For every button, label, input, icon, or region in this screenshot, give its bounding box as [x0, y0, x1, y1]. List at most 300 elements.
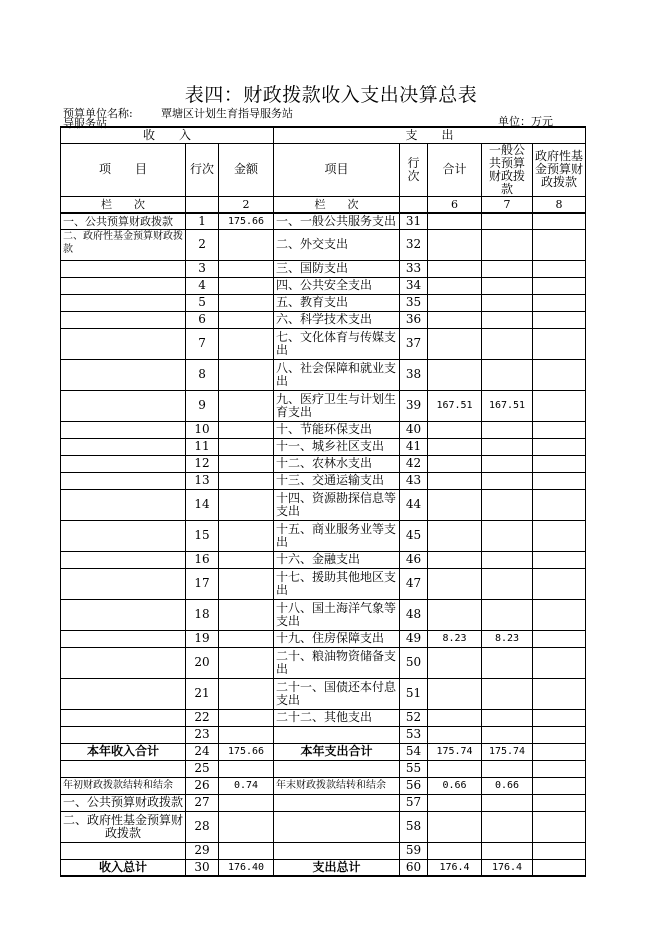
income-hangci-cell-text: 5 [198, 295, 206, 309]
expense-hangci-cell [400, 842, 428, 859]
income-amount-cell [219, 260, 274, 277]
income-amount-cell [219, 794, 274, 811]
total-cell [428, 794, 482, 811]
total-cell [428, 277, 482, 294]
expense-hangci-cell-text: 53 [405, 727, 422, 741]
expense-hangci-cell-text: 35 [405, 295, 422, 309]
fiscal-summary-table [60, 126, 586, 877]
general-budget-cell-text: 167.51 [488, 400, 526, 411]
general-budget-cell [482, 842, 533, 859]
income-hangci-header: 行次 [186, 143, 219, 196]
expense-item-cell [274, 421, 400, 438]
gov-fund-cell [533, 472, 586, 489]
income-amount-cell-text: 176.40 [227, 861, 265, 873]
general-budget-cell [482, 520, 533, 551]
expense-hangci-cell-text: 56 [405, 778, 422, 792]
income-item-cell [61, 568, 186, 599]
expense-hangci-cell-text: 48 [405, 607, 422, 621]
income-amount-cell-text: 175.66 [227, 215, 265, 227]
expense-hangci-cell-text: 36 [405, 312, 422, 326]
table-row [61, 760, 586, 777]
income-hangci-cell [186, 277, 219, 294]
currency-unit: 单位：万元 [498, 115, 553, 128]
expense-item-cell [274, 260, 400, 277]
income-hangci-cell-text: 26 [194, 778, 210, 792]
expense-hangci-cell [400, 294, 428, 311]
income-item-cell [61, 260, 186, 277]
gov-fund-cell [533, 455, 586, 472]
general-budget-cell [482, 630, 533, 647]
income-amount-header: 金额 [219, 143, 274, 196]
total-cell [428, 678, 482, 709]
general-budget-cell-text: 176.4 [491, 861, 523, 873]
expense-item-cell [274, 743, 400, 760]
expense-item-cell [274, 390, 400, 421]
income-amount-cell [219, 213, 274, 229]
general-budget-cell [482, 489, 533, 520]
expense-item-cell-text: 九、医疗卫生与计划生育支出 [276, 391, 397, 419]
income-item-cell [61, 438, 186, 455]
income-item-cell [61, 760, 186, 777]
expense-item-cell [274, 277, 400, 294]
gov-fund-cell [533, 599, 586, 630]
col-number-6: 6 [428, 196, 482, 213]
general-budget-cell [482, 472, 533, 489]
total-cell [428, 472, 482, 489]
income-amount-cell [219, 229, 274, 260]
table-row [61, 811, 586, 842]
gov-fund-cell [533, 760, 586, 777]
income-hangci-cell-text: 30 [194, 859, 210, 874]
income-hangci-cell [186, 599, 219, 630]
header-row-columns [61, 143, 586, 196]
expense-hangci-cell [400, 229, 428, 260]
income-hangci-cell [186, 743, 219, 760]
income-section-header: 收 入 [61, 127, 274, 143]
expense-hangci-cell-text: 33 [405, 261, 422, 275]
income-hangci-cell [186, 842, 219, 859]
gov-fund-cell [533, 328, 586, 359]
income-hangci-cell [186, 568, 219, 599]
income-item-cell [61, 213, 186, 229]
total-cell [428, 294, 482, 311]
income-item-cell [61, 630, 186, 647]
expense-hangci-cell [400, 328, 428, 359]
general-budget-cell [482, 438, 533, 455]
income-item-cell [61, 709, 186, 726]
general-budget-cell-text: 8.23 [494, 633, 520, 644]
income-item-cell [61, 489, 186, 520]
expense-hangci-cell-text: 39 [405, 398, 422, 412]
table-row [61, 630, 586, 647]
income-item-cell [61, 390, 186, 421]
income-item-cell-text: 一、公共预算财政拨款 [63, 795, 184, 809]
table-row [61, 794, 586, 811]
total-cell [428, 328, 482, 359]
total-cell [428, 520, 482, 551]
income-hangci-cell-text: 13 [194, 473, 210, 487]
income-amount-cell [219, 760, 274, 777]
header-row-sections [61, 127, 586, 143]
general-budget-cell [482, 390, 533, 421]
income-amount-cell [219, 709, 274, 726]
table-row [61, 599, 586, 630]
expense-item-cell [274, 472, 400, 489]
expense-item-cell [274, 678, 400, 709]
income-hangci-cell-text: 19 [194, 631, 210, 645]
table-row [61, 390, 586, 421]
income-hangci-cell-text: 12 [194, 456, 210, 470]
income-item-cell [61, 743, 186, 760]
expense-hangci-cell [400, 551, 428, 568]
expense-item-cell-text: 六、科学技术支出 [276, 312, 373, 326]
table-row [61, 726, 586, 743]
table-row [61, 859, 586, 876]
income-amount-cell [219, 811, 274, 842]
expense-hangci-cell-text: 46 [405, 552, 422, 566]
expense-hangci-cell [400, 390, 428, 421]
income-item-cell [61, 678, 186, 709]
general-budget-cell [482, 726, 533, 743]
expense-hangci-cell [400, 568, 428, 599]
gov-fund-cell [533, 647, 586, 678]
expense-item-cell [274, 777, 400, 794]
total-cell [428, 726, 482, 743]
total-cell [428, 359, 482, 390]
income-hangci-cell-text: 17 [194, 576, 210, 590]
income-hangci-cell [186, 794, 219, 811]
unit-label: 预算单位名称: [63, 107, 133, 120]
expense-hangci-header: 行次 [400, 143, 428, 196]
income-item-cell [61, 726, 186, 743]
income-hangci-cell-text: 3 [198, 261, 206, 275]
total-cell [428, 489, 482, 520]
expense-item-cell [274, 551, 400, 568]
income-item-cell-text: 一、公共预算财政拨款 [63, 214, 173, 228]
total-cell [428, 229, 482, 260]
income-item-cell [61, 311, 186, 328]
table-row [61, 229, 586, 260]
total-cell-text: 176.4 [439, 861, 470, 873]
income-item-cell-text: 年初财政拨款结转和结余 [63, 780, 173, 791]
expense-hangci-cell-text: 40 [405, 422, 422, 436]
total-cell [428, 859, 482, 876]
income-hangci-cell [186, 455, 219, 472]
expense-item-cell-text: 五、教育支出 [276, 295, 349, 309]
general-budget-cell [482, 213, 533, 229]
income-hangci-cell [186, 260, 219, 277]
income-amount-cell [219, 520, 274, 551]
expense-hangci-cell-text: 44 [405, 497, 422, 511]
income-item-cell [61, 359, 186, 390]
expense-item-cell-text: 十七、援助其他地区支出 [276, 569, 397, 597]
total-cell [428, 630, 482, 647]
income-hangci-cell [186, 472, 219, 489]
income-item-cell [61, 599, 186, 630]
expense-item-cell-text: 二、外交支出 [276, 237, 349, 251]
income-hangci-cell [186, 630, 219, 647]
income-item-cell-text: 二、政府性基金预算财政拨款 [63, 812, 184, 840]
table-row [61, 551, 586, 568]
expense-hangci-cell-text: 54 [405, 744, 422, 758]
income-hangci-cell-text: 20 [194, 655, 210, 669]
table-row [61, 777, 586, 794]
table-row [61, 359, 586, 390]
income-hangci-cell [186, 229, 219, 260]
income-amount-cell [219, 842, 274, 859]
gov-fund-cell [533, 709, 586, 726]
table-row [61, 213, 586, 229]
expense-item-cell-text: 十四、资源勘探信息等支出 [276, 490, 397, 518]
expense-hangci-cell [400, 760, 428, 777]
income-amount-cell [219, 630, 274, 647]
expense-item-cell [274, 568, 400, 599]
total-cell [428, 811, 482, 842]
income-item-cell-text: 二、政府性基金预算财政拨款 [63, 230, 183, 255]
lanci-label: 栏 次 [61, 196, 186, 213]
income-amount-cell [219, 726, 274, 743]
gov-fund-cell [533, 568, 586, 599]
expense-hangci-cell-text: 38 [405, 367, 422, 381]
income-hangci-cell-text: 10 [194, 422, 210, 436]
income-hangci-cell-text: 1 [198, 213, 206, 228]
general-budget-cell [482, 359, 533, 390]
expense-hangci-cell [400, 359, 428, 390]
income-hangci-cell [186, 390, 219, 421]
income-amount-cell [219, 678, 274, 709]
table-row [61, 489, 586, 520]
expense-item-cell [274, 489, 400, 520]
income-item-cell-text: 收入总计 [99, 859, 148, 874]
total-cell-text: 175.74 [436, 746, 473, 757]
gov-fund-cell [533, 726, 586, 743]
income-hangci-cell-text: 29 [194, 843, 210, 857]
total-cell [428, 599, 482, 630]
expense-hangci-cell [400, 726, 428, 743]
general-budget-cell-text: 0.66 [494, 780, 520, 791]
gov-fund-cell [533, 260, 586, 277]
income-hangci-cell-text: 14 [194, 497, 210, 511]
income-item-cell [61, 328, 186, 359]
expense-hangci-cell-text: 60 [405, 859, 422, 874]
expense-item-cell-text: 一、一般公共服务支出 [276, 213, 397, 228]
gov-fund-cell [533, 811, 586, 842]
expense-item-header: 项目 [274, 143, 400, 196]
income-hangci-cell [186, 859, 219, 876]
general-budget-cell [482, 421, 533, 438]
expense-item-cell [274, 311, 400, 328]
income-amount-cell [219, 294, 274, 311]
table-row [61, 520, 586, 551]
gov-fund-cell [533, 842, 586, 859]
income-item-cell [61, 421, 186, 438]
income-hangci-cell-text: 25 [194, 761, 210, 775]
general-budget-cell [482, 551, 533, 568]
expense-hangci-cell-text: 58 [405, 819, 422, 833]
expense-hangci-cell [400, 520, 428, 551]
income-hangci-cell [186, 647, 219, 678]
expense-item-cell [274, 328, 400, 359]
total-cell [428, 311, 482, 328]
table-row [61, 455, 586, 472]
table-row [61, 328, 586, 359]
income-amount-cell [219, 859, 274, 876]
expense-item-cell [274, 647, 400, 678]
general-budget-cell [482, 328, 533, 359]
table-row [61, 842, 586, 859]
income-item-cell [61, 277, 186, 294]
expense-hangci-cell-text: 31 [405, 213, 422, 228]
expense-item-cell-text: 四、公共安全支出 [276, 278, 373, 292]
total-cell [428, 390, 482, 421]
income-hangci-cell-text: 9 [198, 398, 206, 412]
expense-item-cell-text: 十三、交通运输支出 [276, 473, 385, 487]
general-budget-cell [482, 760, 533, 777]
gov-fund-cell [533, 520, 586, 551]
total-cell [428, 213, 482, 229]
income-amount-cell [219, 438, 274, 455]
total-cell [428, 760, 482, 777]
income-hangci-cell [186, 726, 219, 743]
gov-fund-cell [533, 229, 586, 260]
income-amount-cell [219, 277, 274, 294]
income-hangci-cell-text: 21 [194, 686, 210, 700]
income-amount-cell [219, 328, 274, 359]
income-item-cell [61, 472, 186, 489]
income-item-cell [61, 794, 186, 811]
expense-hangci-cell-text: 45 [405, 528, 422, 542]
gov-fund-cell [533, 794, 586, 811]
gov-fund-cell [533, 743, 586, 760]
page-title: 表四：财政拨款收入支出决算总表 [184, 84, 478, 106]
expense-item-cell-text: 二十一、国债还本付息支出 [276, 679, 397, 707]
table-row [61, 438, 586, 455]
income-hangci-cell [186, 678, 219, 709]
expense-hangci-cell [400, 260, 428, 277]
total-cell [428, 551, 482, 568]
expense-hangci-cell-text: 49 [405, 631, 422, 645]
expense-item-cell [274, 859, 400, 876]
expense-hangci-cell [400, 743, 428, 760]
income-amount-cell [219, 599, 274, 630]
expense-item-cell [274, 709, 400, 726]
general-budget-cell [482, 647, 533, 678]
expense-hangci-cell [400, 709, 428, 726]
table-row [61, 311, 586, 328]
total-cell [428, 260, 482, 277]
general-budget-cell [482, 678, 533, 709]
table-row [61, 277, 586, 294]
income-hangci-cell-text: 24 [194, 744, 210, 758]
expense-item-cell [274, 726, 400, 743]
expense-item-cell [274, 599, 400, 630]
expense-hangci-cell [400, 311, 428, 328]
total-cell-text: 8.23 [442, 633, 467, 644]
gov-fund-cell [533, 489, 586, 520]
income-hangci-cell-text: 7 [198, 336, 206, 350]
gov-fund-cell [533, 859, 586, 876]
income-hangci-cell-text: 18 [194, 607, 210, 621]
expense-item-cell-text: 三、国防支出 [276, 261, 349, 275]
expense-hangci-cell-text: 57 [405, 795, 422, 809]
total-cell [428, 743, 482, 760]
expense-item-cell-text: 十二、农林水支出 [276, 456, 373, 470]
income-item-cell [61, 294, 186, 311]
gov-fund-cell [533, 359, 586, 390]
general-budget-cell [482, 260, 533, 277]
table-row [61, 568, 586, 599]
gov-fund-cell [533, 777, 586, 794]
expense-hangci-cell [400, 811, 428, 842]
expense-item-cell [274, 842, 400, 859]
gov-fund-header: 政府性基金预算财政拨款 [533, 143, 586, 196]
table-row [61, 472, 586, 489]
total-cell [428, 455, 482, 472]
income-amount-cell [219, 647, 274, 678]
income-hangci-cell [186, 328, 219, 359]
column-number-row [61, 196, 586, 213]
expense-section-header: 支 出 [274, 127, 586, 143]
income-hangci-cell-text: 28 [194, 819, 210, 833]
table-row [61, 294, 586, 311]
expense-hangci-cell [400, 647, 428, 678]
expense-hangci-cell [400, 472, 428, 489]
total-cell [428, 421, 482, 438]
expense-hangci-cell [400, 277, 428, 294]
expense-hangci-cell [400, 599, 428, 630]
general-budget-cell [482, 859, 533, 876]
total-cell [428, 438, 482, 455]
expense-item-cell-text: 二十二、其他支出 [276, 710, 373, 724]
expense-hangci-cell [400, 794, 428, 811]
expense-item-cell [274, 359, 400, 390]
general-budget-cell [482, 811, 533, 842]
expense-hangci-cell [400, 777, 428, 794]
expense-item-cell-text: 十、节能环保支出 [276, 422, 373, 436]
income-amount-cell [219, 743, 274, 760]
gov-fund-cell [533, 421, 586, 438]
expense-item-cell-text: 十一、城乡社区支出 [276, 439, 385, 453]
general-budget-cell [482, 229, 533, 260]
income-item-cell [61, 777, 186, 794]
income-hangci-cell [186, 311, 219, 328]
income-hangci-cell-text: 8 [198, 367, 206, 381]
income-hangci-cell-text: 27 [194, 795, 210, 809]
income-item-cell [61, 455, 186, 472]
income-hangci-cell-text: 23 [194, 727, 210, 741]
income-amount-cell [219, 390, 274, 421]
table-row [61, 709, 586, 726]
expense-hangci-cell-text: 51 [405, 686, 422, 700]
income-item-cell [61, 520, 186, 551]
unit-name-overflow: 导服务站 [63, 117, 107, 130]
general-budget-cell [482, 277, 533, 294]
expense-hangci-cell-text: 55 [405, 761, 422, 775]
gov-fund-cell [533, 311, 586, 328]
expense-item-cell-text: 十五、商业服务业等支出 [276, 521, 397, 549]
expense-hangci-cell-text: 37 [405, 336, 422, 350]
expense-item-cell-text: 年末财政拨款结转和结余 [276, 780, 387, 791]
income-item-cell [61, 859, 186, 876]
income-amount-cell-text: 0.74 [233, 780, 259, 791]
gov-fund-cell [533, 277, 586, 294]
table-row [61, 743, 586, 760]
income-item-cell [61, 647, 186, 678]
col-number-8: 8 [533, 196, 586, 213]
income-amount-cell [219, 311, 274, 328]
total-cell [428, 709, 482, 726]
general-budget-cell [482, 794, 533, 811]
